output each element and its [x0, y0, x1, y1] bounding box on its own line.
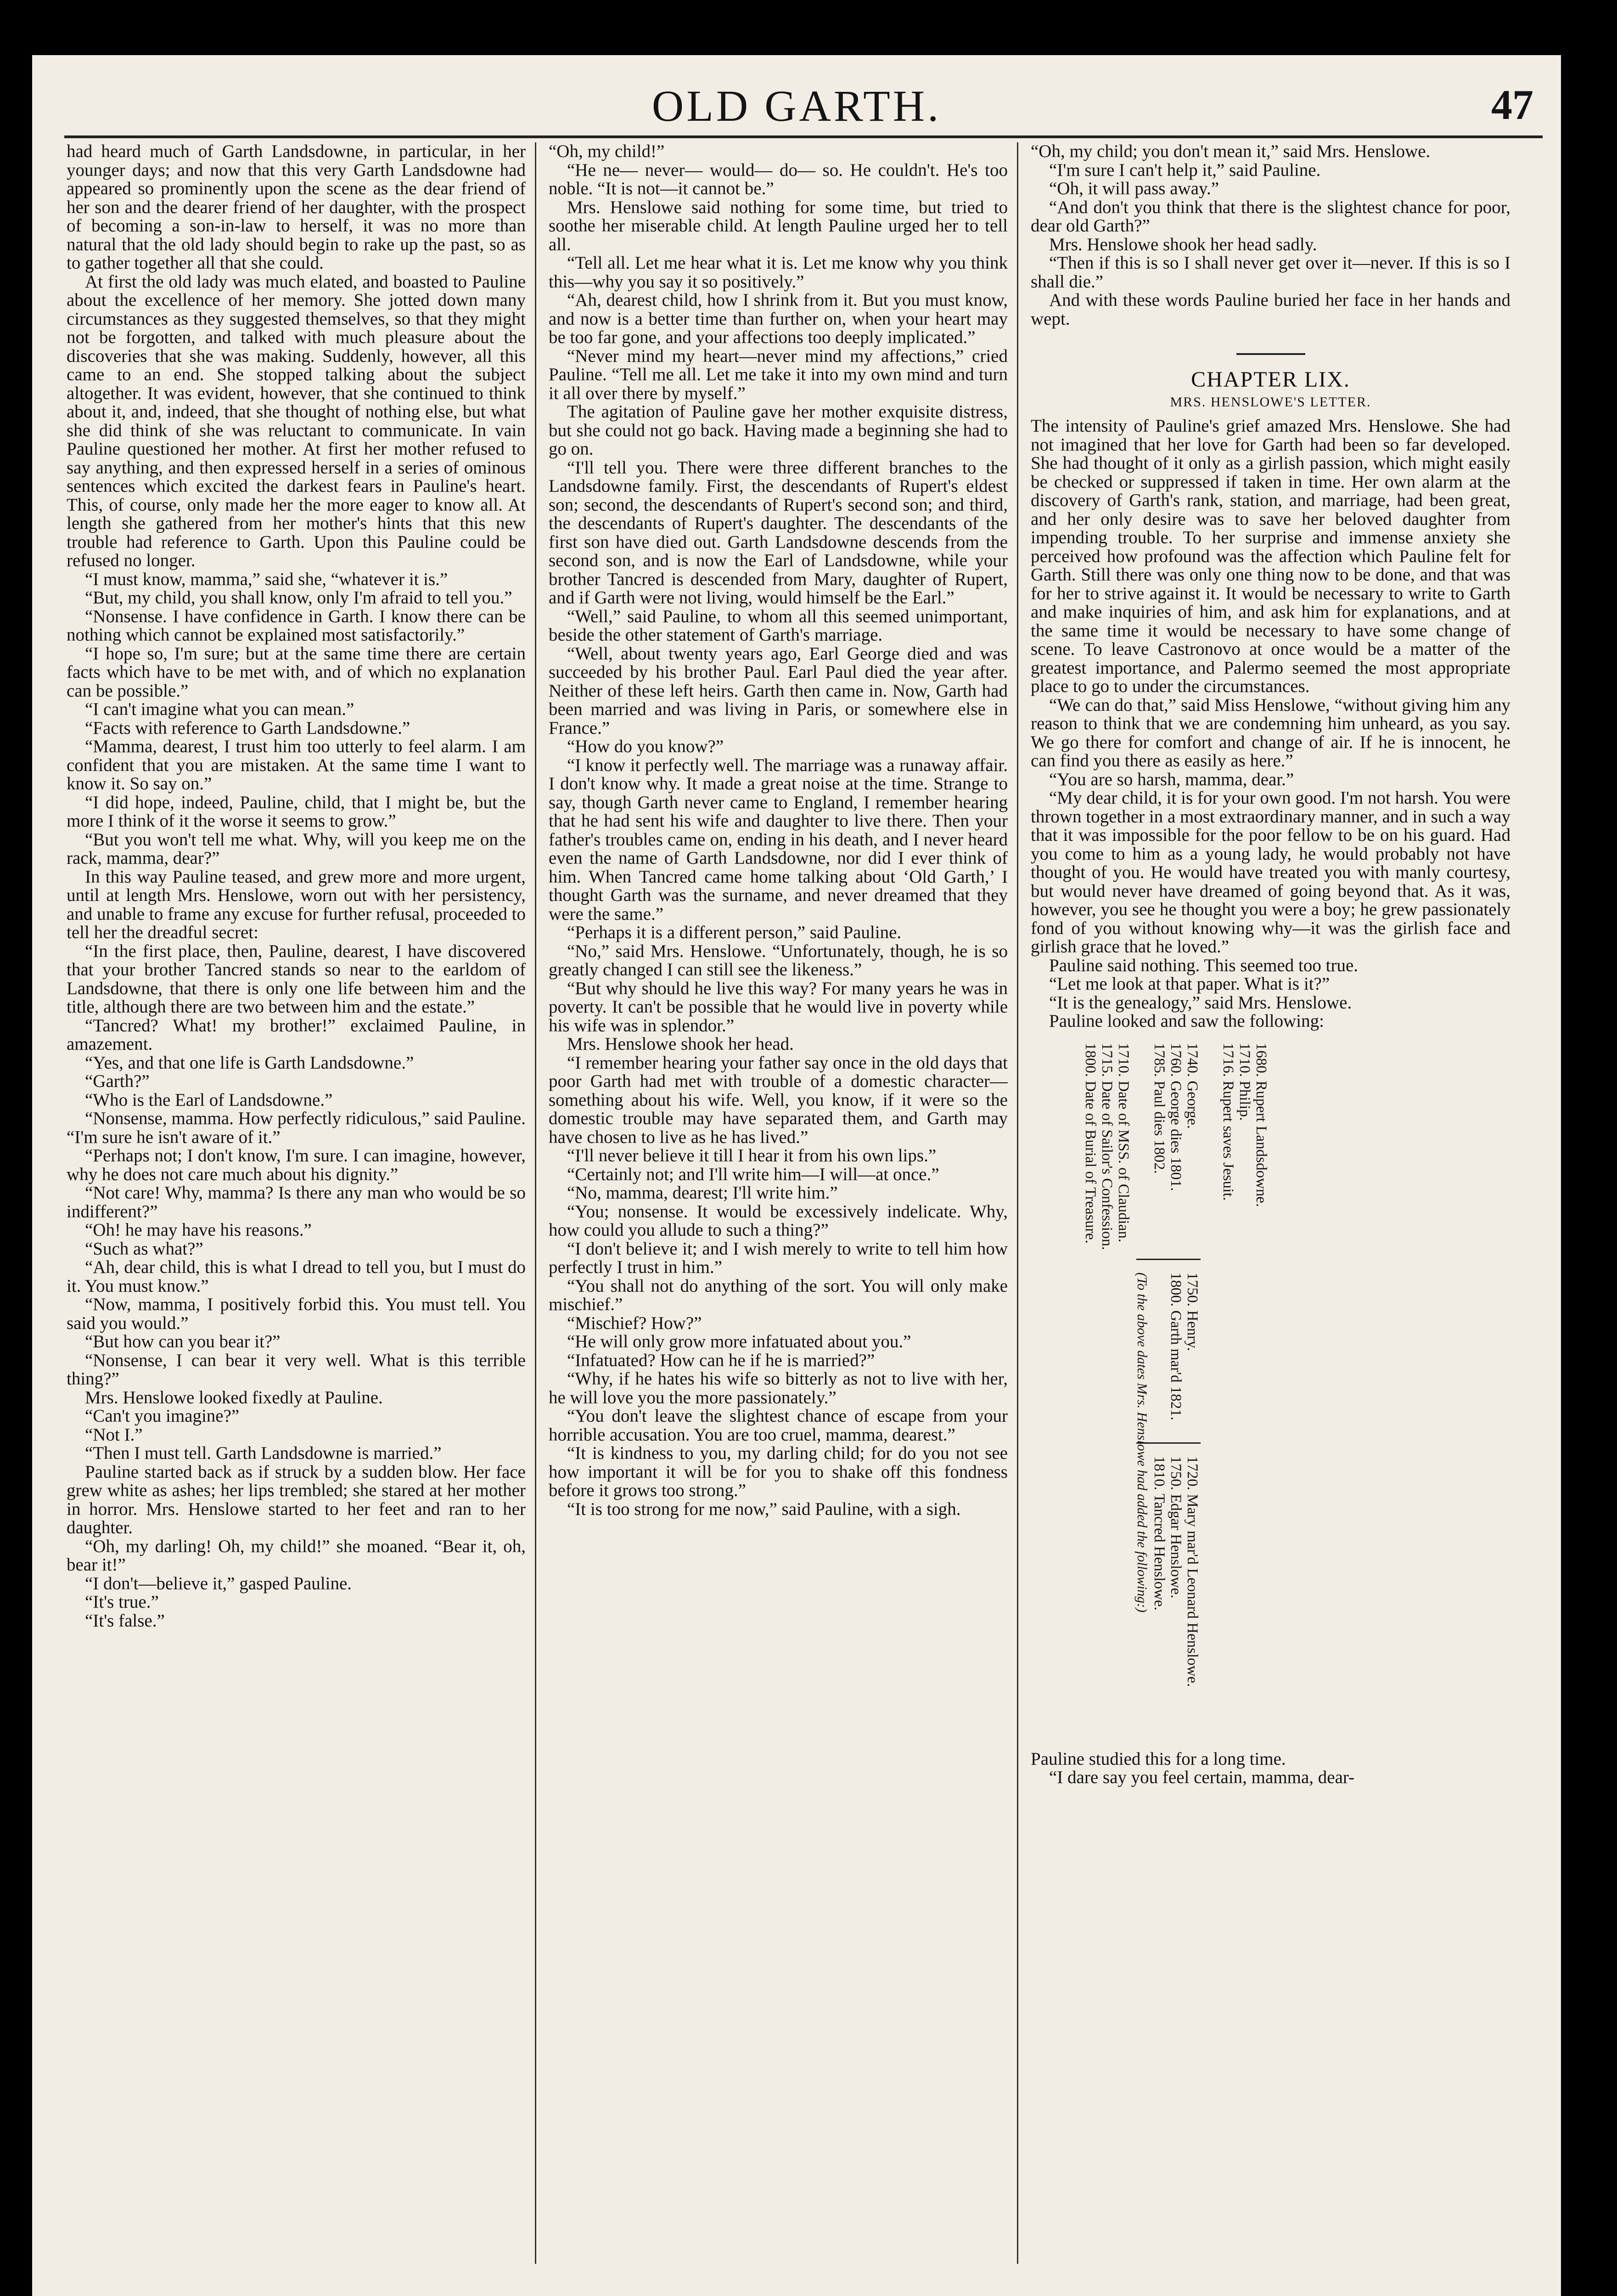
text-column-2: [549, 142, 1008, 2264]
paragraph: “Oh, my darling! Oh, my child!” she moaned. “Bear it, oh, bear it!”: [67, 1536, 526, 1575]
paragraph: “Tell all. Let me hear what it is. Let me know why you think this—why you say it so positively.”: [549, 253, 1008, 292]
paragraph: “Can't you imagine?”: [85, 1406, 240, 1426]
paragraph: “You; nonsense. It would be excessively indelicate. Why, how could you allude to such a thing?”: [549, 1201, 1008, 1240]
paragraph: “Ah, dear child, this is what I dread to tell you, but I must do it. You must know.”: [67, 1257, 526, 1296]
paragraph: Mrs. Henslowe looked fixedly at Pauline.: [85, 1387, 383, 1407]
paragraph: “It's true.”: [85, 1592, 159, 1612]
genealogy-brace: [1136, 1259, 1201, 1260]
text-column-3: [1031, 142, 1510, 2264]
paragraph: At first the old lady was much elated, and boasted to Pauline about the excellence of her memory. She jotted down many circumstances as they suggested themselves, so that they might not be forgotten, and talked with much pleasure about the discoveries that she was making. Suddenly, however, all this came to an end. She stopped talking about the subject altogether. It was evident, however, that she continued to think about it, and, indeed, that she thought of nothing else, but what she did think of she was reluctant to communicate. In vain Pauline questioned her mother. At first her mother refused to say anything, and then expressed herself in a series of ominous sentences which excited the darkest fears in Pauline's heart. This, of course, only made her the more eager to know all. At length she gathered from her mother's hints that this new trouble had reference to Garth. Upon this Pauline could be refused no longer.: [67, 271, 526, 570]
genealogy-entry: 1716. Rupert saves Jesuit.: [1220, 1042, 1236, 1201]
header-rule: [64, 135, 1543, 138]
paragraph: “Then if this is so I shall never get over it—never. If this is so I shall die.”: [1031, 253, 1510, 292]
paragraph: “Nonsense. I have confidence in Garth. I know there can be nothing which cannot be explained most satisfactorily.”: [67, 606, 526, 645]
paragraph: “Now, mamma, I positively forbid this. You must tell. You said you would.”: [67, 1294, 526, 1333]
paragraph: The intensity of Pauline's grief amazed Mrs. Henslowe. She had not imagined that her love for Garth had been so far developed. She had thought of it only as a girlish passion, which might easily be checked or suppressed if taken in time. Her own alarm at the discovery of Garth's rank, station, and marriage, had been great, and her only desire was to save her beloved daughter from impending trouble. To her surprise and immense anxiety she perceived how profound was the affection which Pauline felt for Garth. Still there was only one thing now to be done, and that was for her to strive against it. It would be necessary to write to Garth and make inquiries of him, and ask him for explanations, and at the same time it would be necessary to have some change of scene. To leave Castronovo at once would be a matter of the greatest importance, and Palermo seemed the most appropriate place to go to under the circumstances.: [1031, 416, 1510, 696]
paragraph: “Well,” said Pauline, to whom all this seemed unimportant, beside the other statement of Garth's marriage.: [549, 606, 1008, 645]
paragraph: Pauline started back as if struck by a sudden blow. Her face grew white as ashes; her lips trembled; she stared at her mother in horror. Mrs. Henslowe started to her feet and ran to her daughter.: [67, 1462, 526, 1537]
paragraph: “I know it perfectly well. The marriage was a runaway affair. I don't know why. It made a great noise at the time. Strange to say, though Garth never came to England, I remember hearing that he had sent his wife and daughter to live there. Then your father's troubles came on, ending in his death, and I never heard even the name of Garth Landsdowne, nor did I ever think of him. When Tancred came home talking about ‘Old Garth,’ I thought Garth was the surname, and never dreamed that they were the same.”: [549, 755, 1008, 924]
genealogy-group-mary: [1151, 1456, 1201, 1687]
paragraph: had heard much of Garth Landsdowne, in particular, in her younger days; and now that this very Garth Landsdowne had appeared so prominently upon the scene as the dear friend of her son and the dearer friend of her daughter, with the prospect of becoming a son-in-law to herself, it was no more than natural that the old lady should begin to rake up the past, so as to gather together all that she could.: [67, 142, 526, 273]
paragraph: “Oh, my child!”: [549, 142, 665, 161]
paragraph: “We can do that,” said Miss Henslowe, “without giving him any reason to think that we are condemning him unheard, as you say. We go there for comfort and change of air. If he is innocent, he can find you there as easily as here.”: [1031, 695, 1510, 771]
paragraph: “Oh! he may have his reasons.”: [85, 1220, 312, 1240]
paragraph: “You are so harsh, mamma, dear.”: [1049, 769, 1294, 789]
paragraph: “Facts with reference to Garth Landsdowne.”: [85, 718, 410, 738]
paragraph: “I dare say you feel certain, mamma, dear-: [1049, 1767, 1355, 1787]
genealogy-entry: 1800. Date of Burial of Treasure.: [1082, 1042, 1099, 1244]
paragraph: “You shall not do anything of the sort. You will only make mischief.”: [549, 1276, 1008, 1314]
genealogy-entry: 1680. Rupert Landsdowne.: [1253, 1042, 1269, 1207]
paragraph: “I'll never believe it till I hear it from his own lips.”: [567, 1146, 937, 1165]
paragraph: “I can't imagine what you can mean.”: [85, 699, 354, 719]
genealogy-entry: 1800. Garth mar'd 1821.: [1168, 1272, 1184, 1420]
paragraph: “Oh, it will pass away.”: [1049, 179, 1219, 198]
paragraph: “Ah, dearest child, how I shrink from it. But you must know, and now is a better time than further on, when your heart may be too far gone, and your affections too deeply implicated.”: [549, 290, 1008, 347]
genealogy-entry: 1715. Date of Sailor's Confession.: [1099, 1042, 1115, 1250]
paragraph: Pauline studied this for a long time.: [1031, 1749, 1286, 1769]
paragraph: Pauline said nothing. This seemed too true.: [1049, 955, 1359, 975]
paragraph: “Certainly not; and I'll write him—I will—at once.”: [567, 1164, 939, 1184]
paragraph: Mrs. Henslowe shook her head.: [567, 1034, 794, 1054]
paragraph: “No,” said Mrs. Henslowe. “Unfortunately, though, he is so greatly changed I can still see the likeness.”: [549, 941, 1008, 979]
paragraph: “I don't believe it; and I wish merely to write to tell him how perfectly I trust in him.”: [549, 1238, 1008, 1277]
chapter-subheading: MRS. HENSLOWE'S LETTER.: [1170, 394, 1371, 410]
paragraph: “It is kindness to you, my darling child; for do you not see how important it will be for you to shake off this fondness before it grows too strong.”: [549, 1443, 1008, 1500]
paragraph: “And don't you think that there is the slightest chance for poor, dear old Garth?”: [1031, 197, 1510, 236]
paragraph: “In the first place, then, Pauline, dearest, I have discovered that your brother Tancred stands so near to the earldom of Landsdowne, that there is only one life between him and the title, although there are two between him and the estate.”: [67, 941, 526, 1017]
paragraph: “My dear child, it is for your own good. I'm not harsh. You were thrown together in a most extraordinary manner, and in such a way that it was impossible for the poor fellow to be on his guard. Had you come to him as a young lady, he would probably not have thought of you. He would have treated you with manly courtesy, but would never have dreamed of going beyond that. As it was, however, you see he thought you were a boy; he grew passionately fond of you without knowing why—it was the girlish face and girlish grace that he loved.”: [1031, 788, 1510, 957]
column-divider: [535, 142, 536, 2264]
genealogy-entry: 1740. George.: [1184, 1042, 1201, 1129]
paragraph: “Infatuated? How can he if he is married?”: [567, 1350, 875, 1370]
paragraph: “But how can you bear it?”: [85, 1332, 281, 1351]
genealogy-entry: 1810. Tancred Henslowe.: [1151, 1456, 1168, 1610]
genealogy-group-rupert: [1220, 1043, 1269, 1207]
genealogy-group-george: [1151, 1043, 1201, 1191]
page-header: [32, 80, 1561, 142]
paragraph: “Let me look at that paper. What is it?”: [1049, 974, 1330, 994]
genealogy-entry: 1710. Philip.: [1236, 1042, 1253, 1121]
newspaper-page: [32, 55, 1561, 2296]
paragraph: “He will only grow more infatuated about you.”: [567, 1332, 911, 1351]
paragraph: “Tancred? What! my brother!” exclaimed Pauline, in amazement.: [67, 1015, 526, 1054]
text-column-1: [67, 142, 526, 2264]
paragraph: “Never mind my heart—never mind my affections,” cried Pauline. “Tell me all. Let me take it into my own mind and turn it all over there by myself.”: [549, 346, 1008, 403]
paragraph: Pauline looked and saw the following:: [1049, 1011, 1324, 1031]
page-number: 47: [1491, 81, 1533, 128]
genealogy-entry: 1750. Edgar Henslowe.: [1168, 1456, 1184, 1598]
genealogy-entry: 1750. Henry.: [1184, 1272, 1201, 1351]
paragraph: “Nonsense, I can bear it very well. What is this terrible thing?”: [67, 1350, 526, 1389]
genealogy-entry: 1720. Mary mar'd Leonard Henslowe.: [1184, 1456, 1201, 1687]
paragraph: “Such as what?”: [85, 1238, 203, 1259]
genealogy-group-dates: [1082, 1043, 1132, 1250]
genealogy-entry: 1760. George dies 1801.: [1168, 1042, 1184, 1191]
paragraph: “Well, about twenty years ago, Earl George died and was succeeded by his brother Paul. Earl Paul died the year after. Neither of these left heirs. Garth then came in. Now, Garth had been married and was living in Paris, or somewhere else in France.”: [549, 643, 1008, 738]
column-divider: [1017, 142, 1018, 2264]
paragraph: “I'm sure I can't help it,” said Pauline.: [1049, 160, 1321, 180]
genealogy-table: [1031, 1043, 1510, 1732]
paragraph: “But why should he live this way? For many years he was in poverty. It can't be possible that he would live in poverty while his wife was in splendor.”: [549, 978, 1008, 1035]
paragraph: In this way Pauline teased, and grew more and more urgent, until at length Mrs. Henslowe, worn out with her persistency, and unable to frame any excuse for further refusal, proceeded to tell her the dreadful secret:: [67, 867, 526, 942]
paragraph: Mrs. Henslowe said nothing for some time, but tried to soothe her miserable child. At length Pauline urged her to tell all.: [549, 197, 1008, 254]
paragraph: “Then I must tell. Garth Landsdowne is married.”: [85, 1443, 442, 1463]
text-block-bottom: [1031, 1750, 1510, 1787]
paragraph: “I hope so, I'm sure; but at the same time there are certain facts which have to be met with, and of which no explanation can be possible.”: [67, 643, 526, 701]
paragraph: “Perhaps not; I don't know, I'm sure. I can imagine, however, why he does not care much about his dignity.”: [67, 1146, 526, 1184]
paragraph: “I don't—believe it,” gasped Pauline.: [85, 1573, 352, 1593]
paragraph: The agitation of Pauline gave her mother exquisite distress, but she could not go back. Having made a beginning she had to go on.: [549, 402, 1008, 459]
text-block-top: [1031, 142, 1510, 328]
paragraph: “But, my child, you shall know, only I'm afraid to tell you.”: [85, 588, 512, 608]
paragraph: “Nonsense, mamma. How perfectly ridiculous,” said Pauline. “I'm sure he isn't aware of it.”: [67, 1109, 526, 1147]
genealogy-rotated: [1031, 1043, 1269, 1722]
paragraph: “I must know, mamma,” said she, “whatever it is.”: [85, 569, 448, 589]
paragraph: “It is the genealogy,” said Mrs. Henslowe.: [1049, 992, 1352, 1013]
paragraph: “I'll tell you. There were three different branches to the Landsdowne family. First, the descendants of Rupert's eldest son; second, the descendants of Rupert's second son; and third, the descendants of Rupert's daughter. The descendants of the first son have died out. Garth Landsdowne descends from the second son, and is now the Earl of Landsdowne, while your brother Tancred is descended from Mary, daughter of Rupert, and if Garth were not living, would himself be the Earl.”: [549, 457, 1008, 608]
text-block-middle: [1031, 417, 1510, 1031]
chapter-rule: [1236, 353, 1305, 355]
paragraph: “Perhaps it is a different person,” said Pauline.: [567, 923, 902, 942]
paragraph: “Not I.”: [85, 1424, 143, 1445]
paragraph: “I remember hearing your father say once in the old days that poor Garth had met with trouble of a domestic character—something about his wife. Well, you know, if it were so the domestic trouble may have separated them, and Garth may have chosen to live as he has lived.”: [549, 1052, 1008, 1147]
paragraph: “You don't leave the slightest chance of escape from your horrible accusation. You are too cruel, mamma, dearest.”: [549, 1406, 1008, 1445]
paragraph: “Who is the Earl of Landsdowne.”: [85, 1090, 333, 1110]
chapter-heading: CHAPTER LIX.: [1191, 367, 1350, 392]
paragraph: And with these words Pauline buried her face in her hands and wept.: [1031, 290, 1510, 329]
paragraph: “Why, if he hates his wife so bitterly as not to live with her, he will love you the more passionately.”: [549, 1369, 1008, 1407]
paragraph: “It's false.”: [85, 1610, 165, 1631]
paragraph: “But you won't tell me what. Why, will you keep me on the rack, mamma, dear?”: [67, 829, 526, 868]
paragraph: “He ne— never— would— do— so. He couldn't. He's too noble. “It is not—it cannot be.”: [549, 160, 1008, 198]
paragraph: “Not care! Why, mamma? Is there any man who would be so indifferent?”: [67, 1183, 526, 1221]
paragraph: “Garth?”: [85, 1071, 150, 1091]
paragraph: “Yes, and that one life is Garth Landsdowne.”: [85, 1052, 414, 1073]
paragraph: “Mischief? How?”: [567, 1313, 702, 1333]
running-title: OLD GARTH.: [651, 81, 942, 130]
paragraph: “It is too strong for me now,” said Pauline, with a sigh.: [567, 1499, 961, 1519]
paragraph: “No, mamma, dearest; I'll write him.”: [567, 1183, 838, 1203]
genealogy-entry: 1710. Date of MSS. of Claudian.: [1115, 1042, 1132, 1242]
genealogy-entry: 1785. Paul dies 1802.: [1151, 1042, 1168, 1174]
paragraph: “I did hope, indeed, Pauline, child, that I might be, but the more I think of it the worse it seems to grow.”: [67, 792, 526, 831]
genealogy-note: (To the above dates Mrs. Henslowe had added the following:): [1134, 1272, 1150, 1612]
paragraph: “Oh, my child; you don't mean it,” said Mrs. Henslowe.: [1031, 142, 1431, 161]
paragraph: Mrs. Henslowe shook her head sadly.: [1049, 234, 1317, 254]
paragraph: “Mamma, dearest, I trust him too utterly to feel alarm. I am confident that you are mistaken. At the same time I want to know it. So say on.”: [67, 737, 526, 793]
paragraph: “How do you know?”: [567, 737, 724, 756]
genealogy-group-henry: [1168, 1272, 1201, 1420]
